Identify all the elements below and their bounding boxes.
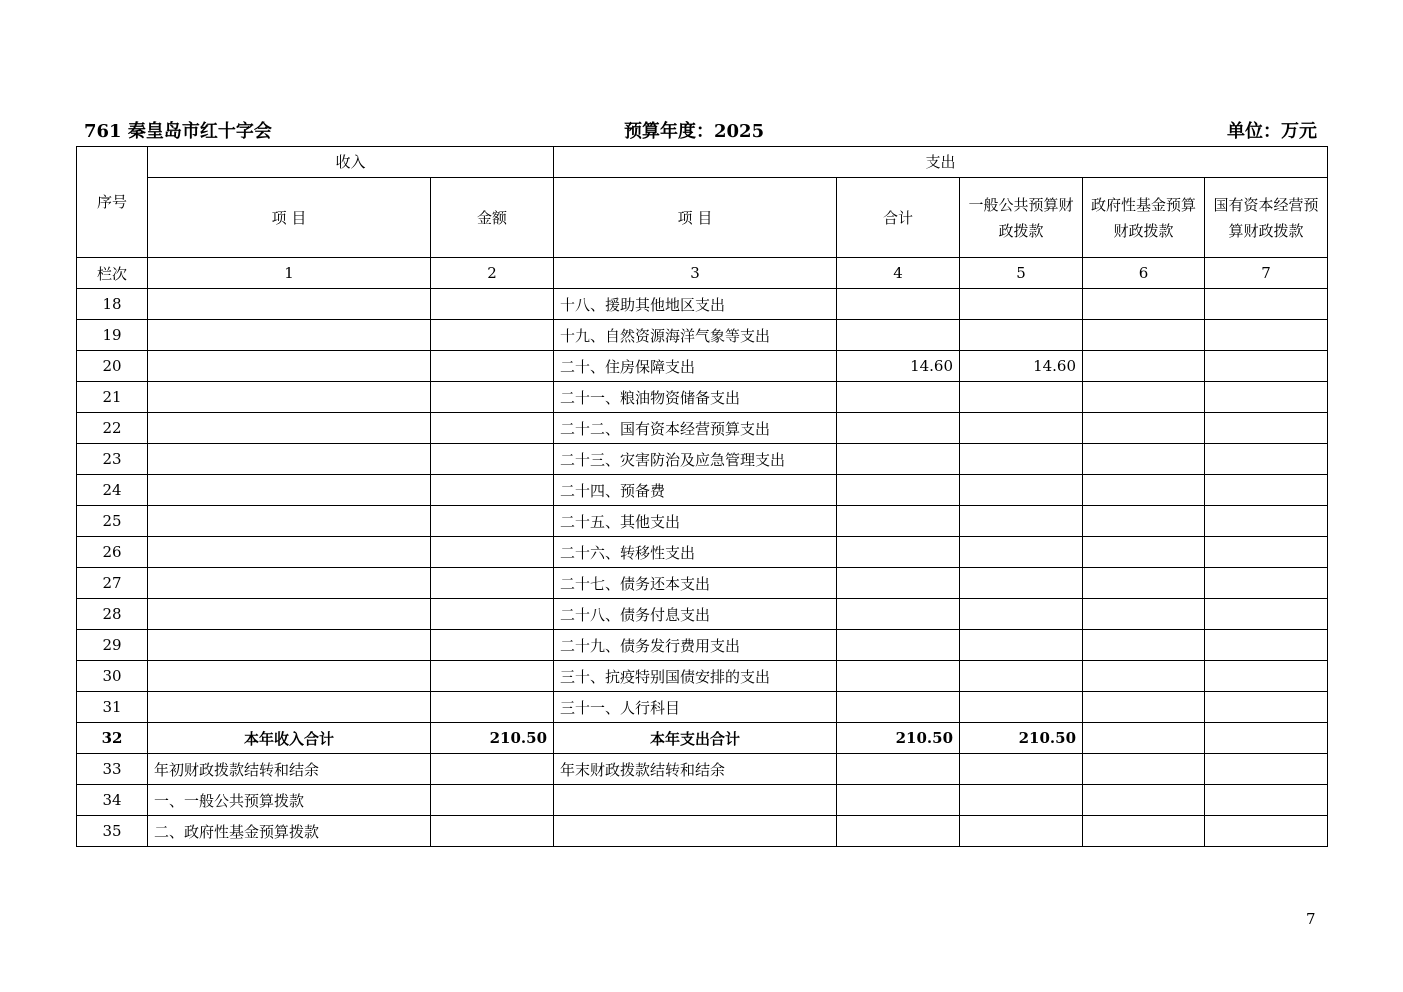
row-total (837, 568, 960, 599)
table-row (77, 506, 1328, 537)
row-general-budget (960, 382, 1083, 413)
table-row (77, 568, 1328, 599)
row-seq: 30 (77, 661, 148, 692)
row-general-budget (960, 444, 1083, 475)
row-seq: 35 (77, 816, 148, 847)
row-expense-item: 二十、住房保障支出 (554, 351, 837, 382)
table-row (77, 599, 1328, 630)
column-index-row (77, 258, 1328, 289)
row-gov-fund (1083, 351, 1205, 382)
row-gov-fund (1083, 413, 1205, 444)
row-expense-item (554, 785, 837, 816)
row-income-item (148, 506, 431, 537)
row-total (837, 630, 960, 661)
row-gov-fund (1083, 568, 1205, 599)
row-income-item (148, 382, 431, 413)
row-income-item (148, 630, 431, 661)
row-income-amount (431, 475, 554, 506)
row-total (837, 754, 960, 785)
row-seq: 33 (77, 754, 148, 785)
row-income-amount (431, 568, 554, 599)
row-general-budget (960, 289, 1083, 320)
row-gov-fund (1083, 692, 1205, 723)
row-gov-fund (1083, 754, 1205, 785)
row-income-item: 一、一般公共预算拨款 (148, 785, 431, 816)
table-row (77, 537, 1328, 568)
row-seq: 32 (77, 723, 148, 754)
row-state-capital (1205, 475, 1328, 506)
table-row (77, 413, 1328, 444)
row-total (837, 692, 960, 723)
row-state-capital (1205, 382, 1328, 413)
row-income-item: 年初财政拨款结转和结余 (148, 754, 431, 785)
column-index-label: 栏次 (77, 258, 148, 289)
row-total (837, 661, 960, 692)
row-income-item (148, 599, 431, 630)
row-expense-item: 二十五、其他支出 (554, 506, 837, 537)
table-row (77, 754, 1328, 785)
table-row (77, 289, 1328, 320)
row-income-amount (431, 816, 554, 847)
row-state-capital (1205, 506, 1328, 537)
row-gov-fund (1083, 320, 1205, 351)
report-header (76, 117, 1327, 143)
row-expense-item: 二十二、国有资本经营预算支出 (554, 413, 837, 444)
table-row (77, 475, 1328, 506)
row-income-item (148, 568, 431, 599)
row-gov-fund (1083, 444, 1205, 475)
row-gov-fund (1083, 382, 1205, 413)
row-state-capital (1205, 785, 1328, 816)
row-general-budget (960, 661, 1083, 692)
row-gov-fund (1083, 506, 1205, 537)
table-row (77, 785, 1328, 816)
row-expense-item: 二十七、债务还本支出 (554, 568, 837, 599)
row-state-capital (1205, 351, 1328, 382)
row-general-budget (960, 320, 1083, 351)
organization-name: 761 秦皇岛市红十字会 (84, 121, 272, 142)
column-index: 4 (837, 258, 960, 289)
row-state-capital (1205, 599, 1328, 630)
seq-header: 序号 (77, 147, 148, 258)
row-expense-item: 二十八、债务付息支出 (554, 599, 837, 630)
row-state-capital (1205, 568, 1328, 599)
row-general-budget (960, 413, 1083, 444)
table-row (77, 692, 1328, 723)
row-general-budget (960, 599, 1083, 630)
table-row (77, 444, 1328, 475)
row-state-capital (1205, 816, 1328, 847)
row-seq: 26 (77, 537, 148, 568)
income-item-header: 项 目 (148, 178, 431, 258)
row-seq: 24 (77, 475, 148, 506)
row-total (837, 475, 960, 506)
row-general-budget (960, 785, 1083, 816)
table-row (77, 661, 1328, 692)
row-total (837, 444, 960, 475)
row-general-budget: 210.50 (960, 723, 1083, 754)
row-general-budget (960, 568, 1083, 599)
row-income-item (148, 351, 431, 382)
row-income-amount (431, 444, 554, 475)
row-income-item (148, 444, 431, 475)
row-state-capital (1205, 537, 1328, 568)
row-state-capital (1205, 754, 1328, 785)
income-amount-header: 金额 (431, 178, 554, 258)
row-income-item: 二、政府性基金预算拨款 (148, 816, 431, 847)
row-state-capital (1205, 630, 1328, 661)
row-general-budget (960, 537, 1083, 568)
row-income-amount (431, 506, 554, 537)
row-income-item (148, 289, 431, 320)
row-seq: 22 (77, 413, 148, 444)
row-income-amount (431, 382, 554, 413)
row-gov-fund (1083, 630, 1205, 661)
row-gov-fund (1083, 599, 1205, 630)
row-seq: 21 (77, 382, 148, 413)
row-total (837, 785, 960, 816)
row-gov-fund (1083, 537, 1205, 568)
table-row (77, 630, 1328, 661)
row-total (837, 413, 960, 444)
row-general-budget: 14.60 (960, 351, 1083, 382)
table-row (77, 351, 1328, 382)
row-seq: 20 (77, 351, 148, 382)
column-index: 7 (1205, 258, 1328, 289)
expense-item-header: 项 目 (554, 178, 837, 258)
row-income-item (148, 320, 431, 351)
row-gov-fund (1083, 475, 1205, 506)
row-gov-fund (1083, 816, 1205, 847)
row-income-amount (431, 320, 554, 351)
row-state-capital (1205, 444, 1328, 475)
table-row (77, 320, 1328, 351)
row-seq: 25 (77, 506, 148, 537)
page-number: 7 (1306, 910, 1316, 928)
gov-fund-header: 政府性基金预算财政拨款 (1083, 178, 1205, 258)
column-index: 6 (1083, 258, 1205, 289)
row-total (837, 289, 960, 320)
row-income-amount (431, 692, 554, 723)
row-expense-item: 二十六、转移性支出 (554, 537, 837, 568)
row-expense-item: 十八、援助其他地区支出 (554, 289, 837, 320)
row-total (837, 599, 960, 630)
row-gov-fund (1083, 661, 1205, 692)
row-general-budget (960, 475, 1083, 506)
row-income-amount (431, 289, 554, 320)
row-income-amount (431, 785, 554, 816)
budget-table (76, 146, 1328, 847)
row-seq: 28 (77, 599, 148, 630)
row-total (837, 320, 960, 351)
row-income-amount (431, 754, 554, 785)
row-income-item (148, 692, 431, 723)
state-capital-header: 国有资本经营预算财政拨款 (1205, 178, 1328, 258)
row-income-item: 本年收入合计 (148, 723, 431, 754)
row-state-capital (1205, 661, 1328, 692)
row-expense-item: 二十一、粮油物资储备支出 (554, 382, 837, 413)
table-row (77, 816, 1328, 847)
row-general-budget (960, 692, 1083, 723)
row-state-capital (1205, 413, 1328, 444)
row-expense-item: 三十、抗疫特别国债安排的支出 (554, 661, 837, 692)
row-total (837, 506, 960, 537)
row-income-amount (431, 599, 554, 630)
row-income-item (148, 661, 431, 692)
row-gov-fund (1083, 723, 1205, 754)
row-expense-item: 二十四、预备费 (554, 475, 837, 506)
row-gov-fund (1083, 785, 1205, 816)
column-index: 1 (148, 258, 431, 289)
row-general-budget (960, 816, 1083, 847)
row-expense-item: 十九、自然资源海洋气象等支出 (554, 320, 837, 351)
header-row-sub (77, 178, 1328, 258)
income-header: 收入 (148, 147, 554, 178)
row-seq: 31 (77, 692, 148, 723)
row-income-amount (431, 661, 554, 692)
row-income-amount (431, 537, 554, 568)
row-seq: 19 (77, 320, 148, 351)
row-income-amount (431, 351, 554, 382)
row-total: 210.50 (837, 723, 960, 754)
row-state-capital (1205, 289, 1328, 320)
row-gov-fund (1083, 289, 1205, 320)
column-index: 3 (554, 258, 837, 289)
row-expense-item (554, 816, 837, 847)
header-row-top (77, 147, 1328, 178)
row-general-budget (960, 630, 1083, 661)
row-expense-item: 二十九、债务发行费用支出 (554, 630, 837, 661)
column-index: 5 (960, 258, 1083, 289)
row-expense-item: 二十三、灾害防治及应急管理支出 (554, 444, 837, 475)
row-income-item (148, 537, 431, 568)
row-expense-item: 年末财政拨款结转和结余 (554, 754, 837, 785)
row-expense-item: 三十一、人行科目 (554, 692, 837, 723)
row-income-amount (431, 413, 554, 444)
row-seq: 27 (77, 568, 148, 599)
expense-header: 支出 (554, 147, 1328, 178)
row-total: 14.60 (837, 351, 960, 382)
row-state-capital (1205, 723, 1328, 754)
row-total (837, 382, 960, 413)
column-index: 2 (431, 258, 554, 289)
row-expense-item: 本年支出合计 (554, 723, 837, 754)
row-income-amount (431, 630, 554, 661)
budget-year: 预算年度：2025 (624, 121, 765, 142)
row-state-capital (1205, 320, 1328, 351)
row-seq: 29 (77, 630, 148, 661)
total-header: 合计 (837, 178, 960, 258)
row-state-capital (1205, 692, 1328, 723)
row-general-budget (960, 754, 1083, 785)
row-general-budget (960, 506, 1083, 537)
row-total (837, 537, 960, 568)
table-row (77, 382, 1328, 413)
row-seq: 34 (77, 785, 148, 816)
row-seq: 18 (77, 289, 148, 320)
row-income-amount: 210.50 (431, 723, 554, 754)
currency-unit: 单位：万元 (1227, 121, 1317, 142)
row-seq: 23 (77, 444, 148, 475)
row-total (837, 816, 960, 847)
general-budget-header: 一般公共预算财政拨款 (960, 178, 1083, 258)
table-row (77, 723, 1328, 754)
row-income-item (148, 413, 431, 444)
row-income-item (148, 475, 431, 506)
